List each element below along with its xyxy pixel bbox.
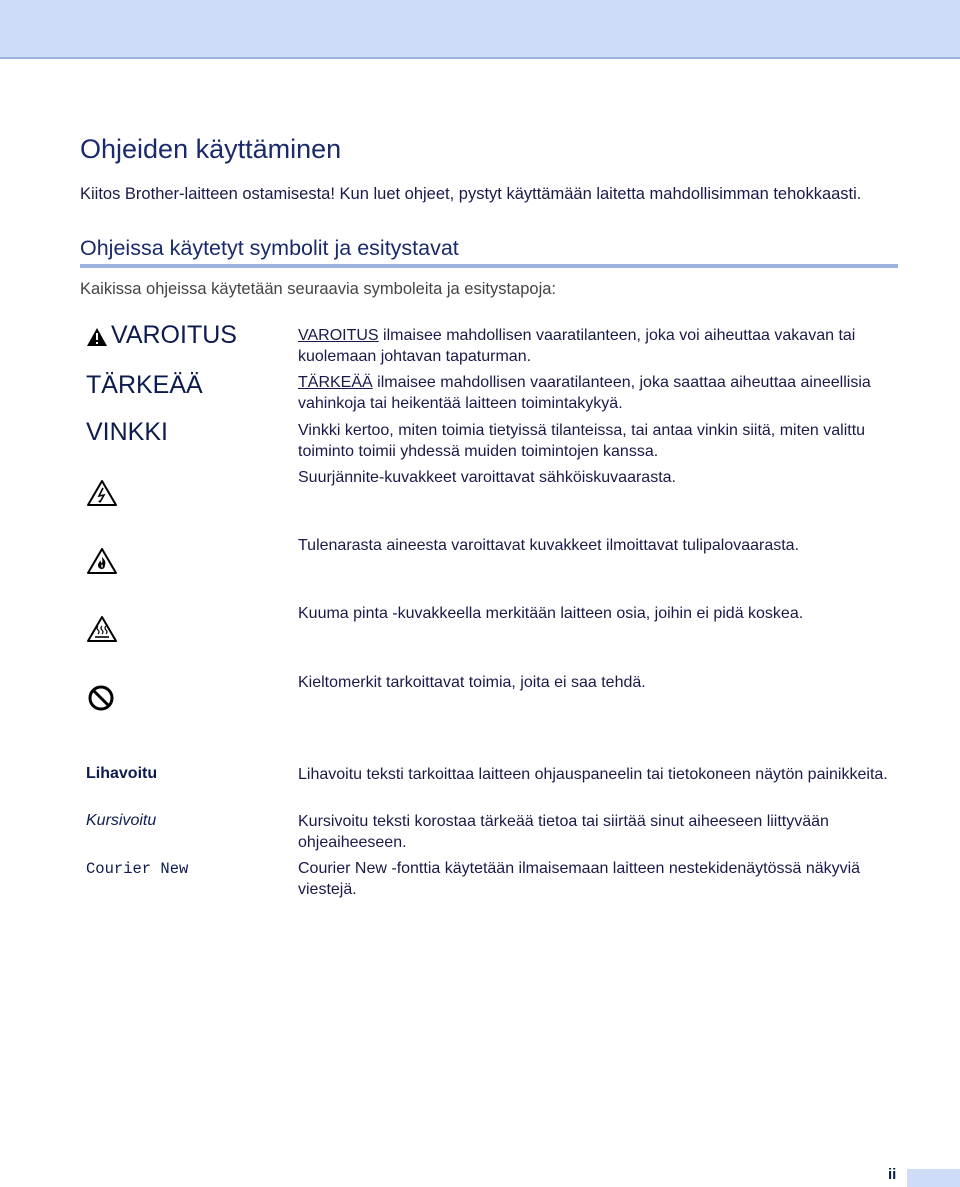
tarkeaa-term: TÄRKEÄÄ	[298, 374, 373, 391]
varoitus-description	[298, 326, 888, 367]
warning-triangle-icon	[86, 327, 108, 347]
hot-surface-icon	[86, 615, 118, 643]
fire-description: Tulenarasta aineesta varoittavat kuvakkeet ilmoittavat tulipalovaarasta.	[298, 537, 800, 554]
varoitus-label: VAROITUS	[111, 321, 237, 349]
section-title: Ohjeissa käytetyt symbolit ja esitystavat	[80, 236, 459, 260]
page-tab	[907, 1169, 960, 1187]
tarkeaa-text: ilmaisee mahdollisen vaaratilanteen, joka saattaa aiheuttaa aineellisia vahinkoja tai heikentää laitteen toimintakykyä.	[298, 374, 871, 412]
tarkeaa-description	[298, 373, 888, 414]
italic-style-description: Kursivoitu teksti korostaa tärkeää tietoa tai siirtää sinut aiheeseen liittyvään ohjeaiheeseen.	[298, 813, 829, 851]
bold-style-label: Lihavoitu	[86, 765, 158, 782]
varoitus-term: VAROITUS	[298, 327, 379, 344]
prohibition-description: Kieltomerkit tarkoittavat toimia, joita ei saa tehdä.	[298, 674, 646, 691]
italic-style-label: Kursivoitu	[86, 812, 157, 829]
varoitus-text: ilmaisee mahdollisen vaaratilanteen, joka voi aiheuttaa vakavan tai kuolemaan johtavan tapaturman.	[298, 327, 856, 365]
electrical-hazard-icon	[86, 479, 118, 507]
vinkki-label: VINKKI	[86, 418, 168, 446]
header-band	[0, 0, 960, 59]
tarkeaa-label: TÄRKEÄÄ	[86, 371, 203, 399]
fire-hazard-icon	[86, 547, 118, 575]
electrical-description: Suurjännite-kuvakkeet varoittavat sähköiskuvaarasta.	[298, 469, 676, 486]
courier-style-description: Courier New -fonttia käytetään ilmaisemaan laitteen nestekidenäytössä näkyviä viestejä.	[298, 860, 861, 898]
page-title: Ohjeiden käyttäminen	[80, 134, 342, 164]
section-rule	[80, 264, 898, 268]
courier-style-label: Courier New	[86, 860, 189, 878]
prohibition-icon	[86, 683, 116, 713]
section-lead: Kaikissa ohjeissa käytetään seuraavia symboleita ja esitystapoja:	[80, 280, 557, 298]
intro-paragraph: Kiitos Brother-laitteen ostamisesta! Kun luet ohjeet, pystyt käyttämään laitetta mahdollisimman tehokkaasti.	[80, 185, 862, 203]
bold-style-description: Lihavoitu teksti tarkoittaa laitteen ohjauspaneelin tai tietokoneen näytön painikkeita.	[298, 766, 888, 783]
varoitus-symbol	[86, 321, 237, 350]
page-number: ii	[888, 1166, 897, 1183]
hot-surface-description: Kuuma pinta -kuvakkeella merkitään laitteen osia, joihin ei pidä koskea.	[298, 605, 804, 622]
vinkki-description: Vinkki kertoo, miten toimia tietyissä tilanteissa, tai antaa vinkin siitä, miten valittu toiminto toimii yhdessä muiden toimintojen kanssa.	[298, 422, 866, 460]
